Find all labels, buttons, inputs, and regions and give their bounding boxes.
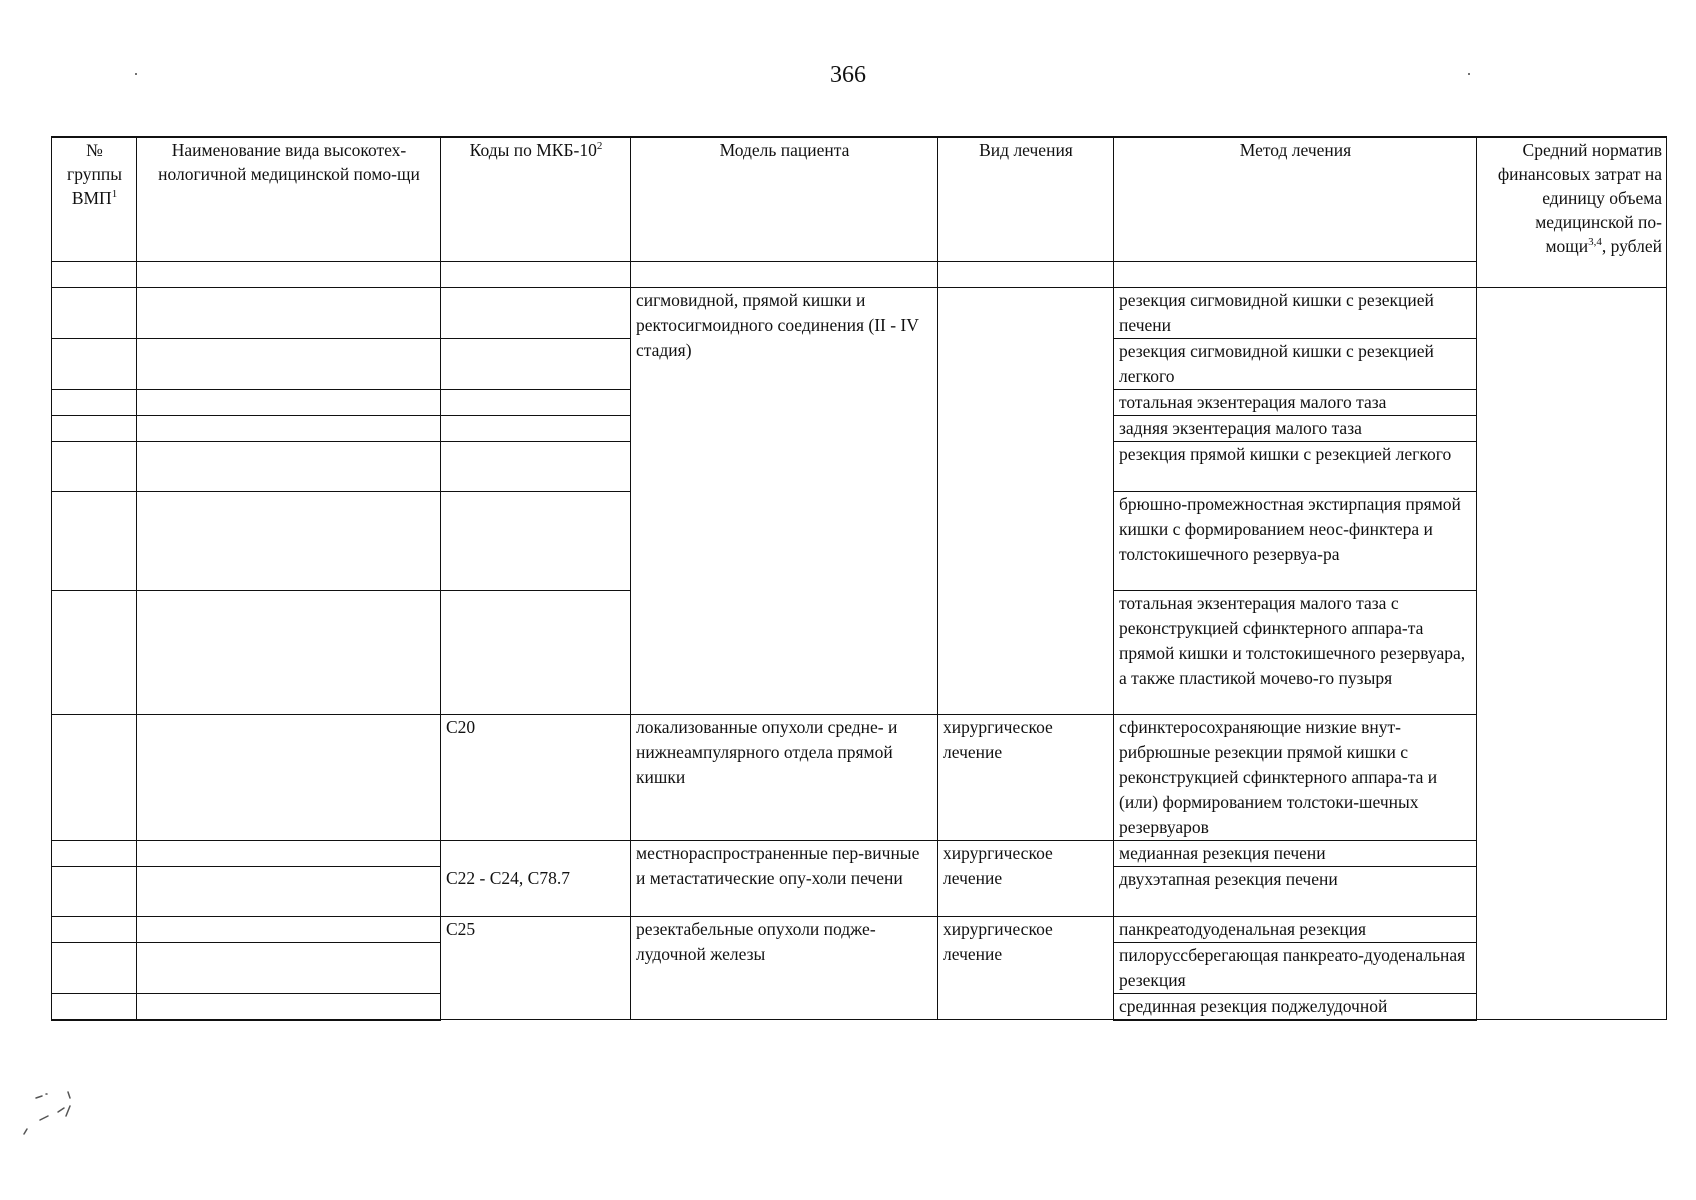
method-cell: тотальная экзентерация малого таза xyxy=(1114,389,1477,415)
header-icd-codes: Коды по МКБ-$10^2$ xyxy=(441,137,631,261)
treatment-type-cell xyxy=(938,287,1114,714)
table-header-spacer-row xyxy=(52,261,1667,287)
patient-model-cell: местнораспространенные пер-вичные и метастатические опу-холи печени xyxy=(631,840,938,916)
header-care-type: Наименование вида высокотех-нологичной медицинской помо-щи xyxy=(137,137,441,261)
scan-speck xyxy=(1468,73,1470,75)
table-row xyxy=(52,714,1667,840)
header-group-number: № группы ВМП$^1$ xyxy=(52,137,137,261)
method-cell: панкреатодуоденальная резекция xyxy=(1114,916,1477,942)
method-cell: брюшно-промежностная экстирпация прямой кишки с формированием неос-финктера и толстокишечного резервуа-ра xyxy=(1114,491,1477,590)
page-number: 366 xyxy=(830,62,866,88)
header-treatment-method: Метод лечения xyxy=(1114,137,1477,261)
method-cell: резекция сигмовидной кишки с резекцией печени xyxy=(1114,287,1477,338)
treatment-type-cell: хирургическое лечение xyxy=(938,840,1114,916)
method-cell: тотальная экзентерация малого таза с реконструкцией сфинктерного аппара-та прямой кишки и толстокишечного резервуара, а также пластикой мочево-го пузыря xyxy=(1114,590,1477,714)
method-cell: срединная резекция поджелудочной xyxy=(1114,993,1477,1020)
header-cost-standard: Средний норматив финансовых затрат на единицу объема медицинской по-мощи$^{3,4}$, рублей xyxy=(1477,137,1667,287)
icd-code-cell: C22 - C24, C78.7 xyxy=(441,866,631,916)
table-row xyxy=(52,840,1667,866)
scan-speck xyxy=(135,73,137,75)
method-cell: сфинктеросохраняющие низкие внут-рибрюшные резекции прямой кишки с реконструкцией сфинктерного аппара-та и (или) формированием толстоки-шечных резервуаров xyxy=(1114,714,1477,840)
method-cell: двухэтапная резекция печени xyxy=(1114,866,1477,916)
table-header-row xyxy=(52,137,1667,261)
method-cell: задняя экзентерация малого таза xyxy=(1114,415,1477,441)
cost-cell xyxy=(1477,287,1667,1020)
method-cell: резекция сигмовидной кишки с резекцией легкого xyxy=(1114,338,1477,389)
patient-model-cell: локализованные опухоли средне- и нижнеампулярного отдела прямой кишки xyxy=(631,714,938,840)
icd-code-cell: C25 xyxy=(441,916,631,1020)
method-cell: пилоруссберегающая панкреато-дуоденальная резекция xyxy=(1114,942,1477,993)
patient-model-cell: сигмовидной, прямой кишки и ректосигмоидного соединения (II - IV стадия) xyxy=(631,287,938,714)
table-row xyxy=(52,287,1667,338)
icd-code-cell: C20 xyxy=(441,714,631,840)
header-treatment-type: Вид лечения xyxy=(938,137,1114,261)
header-patient-model: Модель пациента xyxy=(631,137,938,261)
scan-mark xyxy=(18,1090,80,1136)
patient-model-cell: резектабельные опухоли подже-лудочной железы xyxy=(631,916,938,1020)
treatment-type-cell: хирургическое лечение xyxy=(938,714,1114,840)
treatment-table xyxy=(51,136,1667,1021)
table-row xyxy=(52,916,1667,942)
treatment-type-cell: хирургическое лечение xyxy=(938,916,1114,1020)
method-cell: медианная резекция печени xyxy=(1114,840,1477,866)
method-cell: резекция прямой кишки с резекцией легкого xyxy=(1114,441,1477,491)
